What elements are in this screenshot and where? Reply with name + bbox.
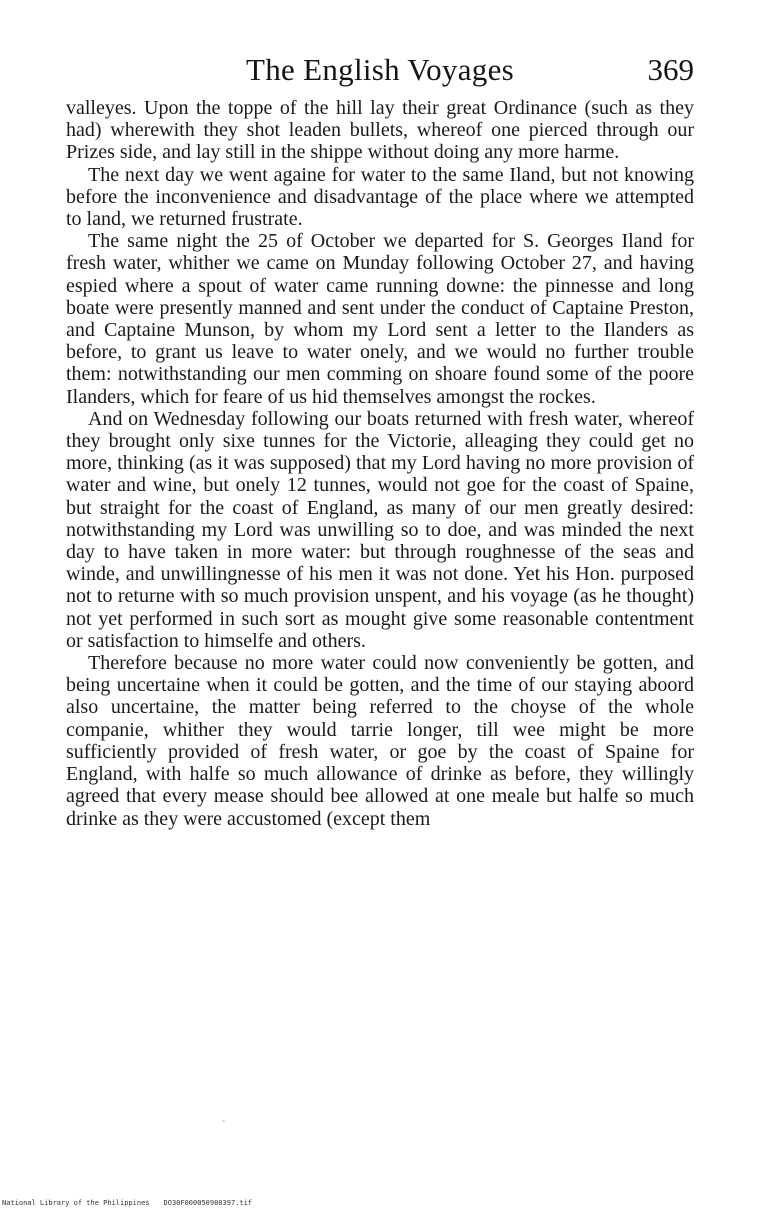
body-text (66, 97, 694, 830)
scan-speck (222, 1120, 225, 1122)
file-identifier: DO30F000050980397.tif (163, 1199, 253, 1207)
page-number: 369 (647, 52, 694, 87)
paragraph-3: The same night the 25 of October we departed for S. Georges Iland for fresh water, whither we came on Munday following October 27, and having espied where a spout of water came running downe: the pinnesse and long boate were presently manned and sent under the conduct of Captaine Preston, and Captaine Munson, by whom my Lord sent a letter to the Ilanders as before, to grant us leave to water onely, and we would no further trouble them: notwithstanding our men comming on shoare found some of the poore Ilanders, which for feare of us hid themselves amongst the rockes. (66, 230, 694, 408)
paragraph-2: The next day we went againe for water to the same Iland, but not knowing before the inconvenience and disadvantage of the place where we attempted to land, we returned frustrate. (66, 163, 694, 231)
scan-footer (2, 1199, 252, 1207)
paragraph-4: And on Wednesday following our boats returned with fresh water, whereof they brought only sixe tunnes for the Victorie, alleaging they could get no more, thinking (as it was supposed) that my Lord having no more provision of water and wine, but onely 12 tunnes, would not goe for the coast of Spaine, but straight for the coast of England, as many of our men greatly desired: notwithstanding my Lord was unwilling so to doe, and was minded the next day to have taken in more water: but through roughnesse of the seas and winde, and unwillingnesse of his men it was not done. Yet his Hon. purposed not to returne with so much provision unspent, and his voyage (as he thought) not yet performed in such sort as mought give some reasonable contentment or satisfaction to himselfe and others. (66, 407, 694, 652)
paragraph-5: Therefore because no more water could now conveniently be gotten, and being uncertaine when it could be gotten, and the time of our staying aboord also uncertaine, the matter being referred to the choyse of the whole companie, whither they would tarrie longer, till wee might be more sufficiently provided of fresh water, or goe by the coast of Spaine for England, with halfe so much allowance of drinke as before, they willingly agreed that every mease should bee allowed at one meale but halfe so much drinke as they were accustomed (except them (66, 652, 694, 830)
page-title: The English Voyages (245, 52, 515, 87)
paragraph-1: valleyes. Upon the toppe of the hill lay their great Ordinance (such as they had) wherewith they shot leaden bullets, whereof one pierced through our Prizes side, and lay still in the shippe without doing any more harme. (66, 97, 694, 164)
library-credit: National Library of the Philippines (2, 1199, 150, 1207)
running-head (66, 52, 694, 92)
